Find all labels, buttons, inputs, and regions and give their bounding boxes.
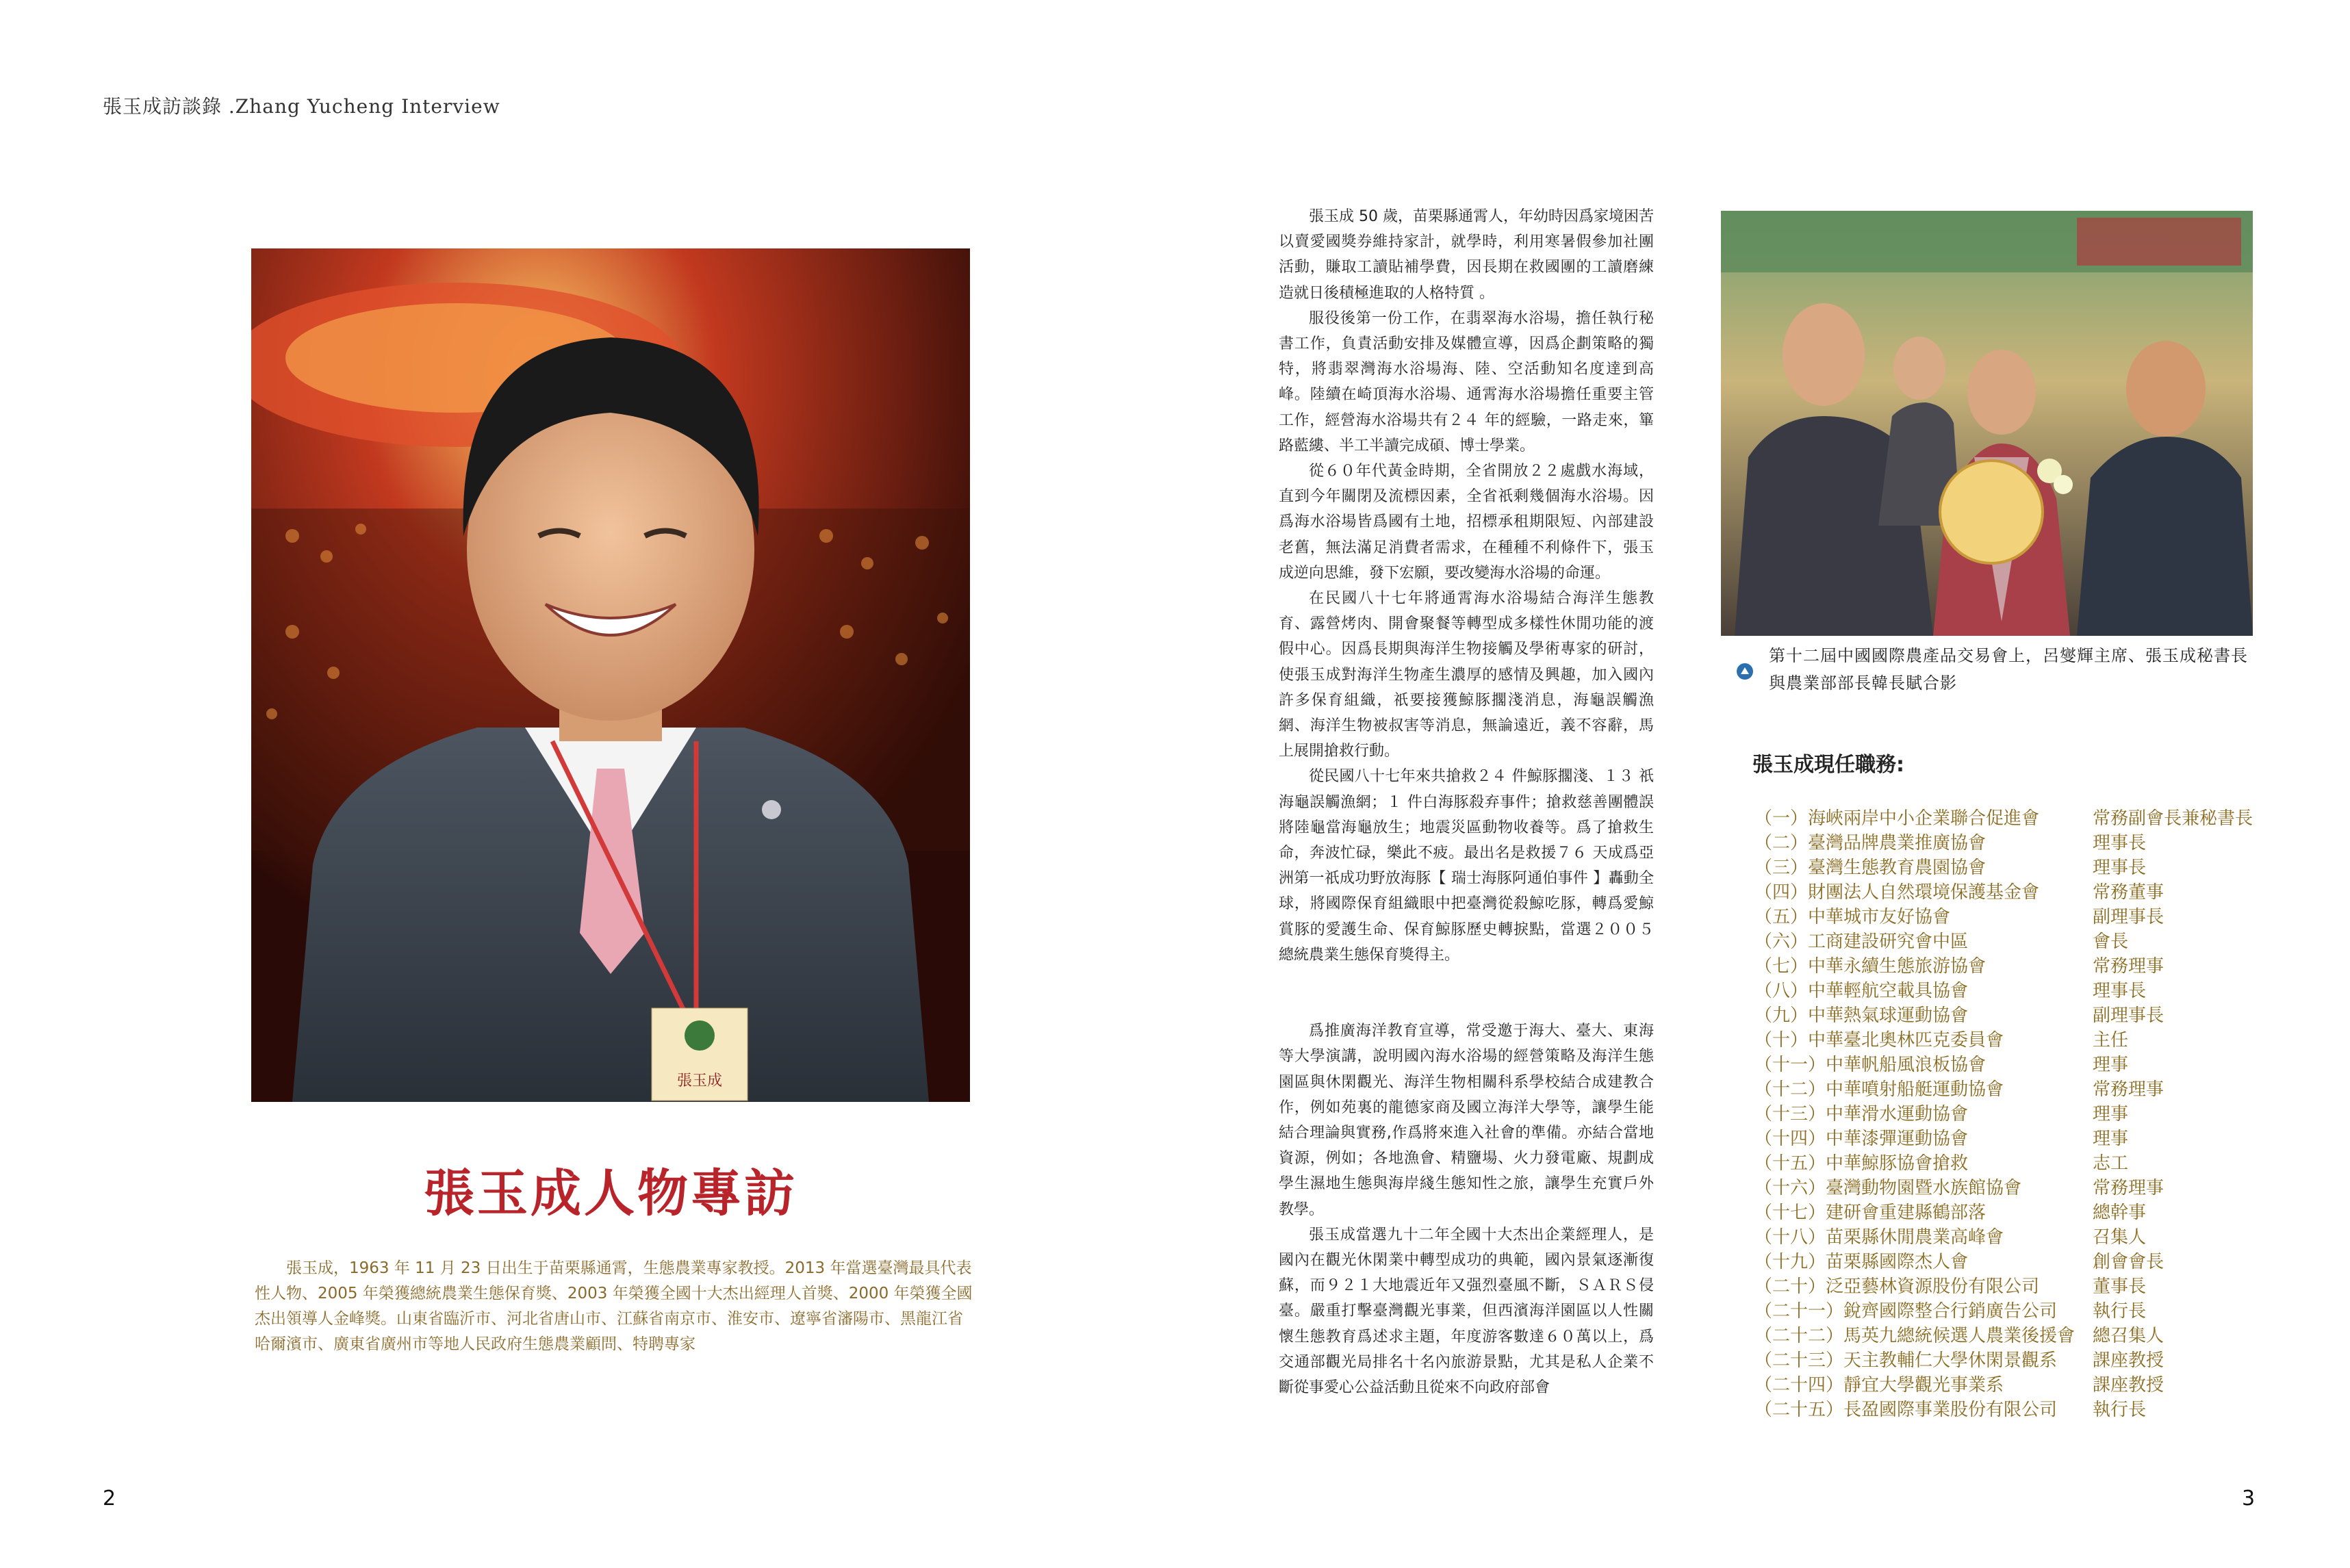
position-title: 理事長 (2093, 858, 2147, 878)
position-title: 志工 (2093, 1153, 2129, 1174)
position-org: （二）臺灣品牌農業推廣協會 (1754, 833, 1987, 853)
position-title: 常務董事 (2093, 882, 2164, 903)
article-paragraph: 張玉成當選九十二年全國十大杰出企業經理人，是國內在觀光休閑業中轉型成功的典範，國內景氣逐漸復蘇，而９２１大地震近年又强烈臺風不斷，ＳＡＲＳ侵臺。嚴重打擊臺灣觀光事業，但西濱海洋園區以人性關懷生態教育爲述求主題，年度游客數達６０萬以上，爲交通部觀光局排名十名內旅游景點，尤其是私人企業不斷從事愛心公益活動且從來不向政府部會 (1279, 1226, 1654, 1396)
position-org: （六）工商建設研究會中區 (1754, 931, 1969, 952)
article-paragraph: 從民國八十七年來共搶救２４ 件鯨豚擱淺、１３ 祇海龜誤觸漁網；１ 件白海豚殺弃事件；搶救慈善團體誤將陸龜當海龜放生；地震災區動物收養等。爲了搶救生命，奔波忙碌，樂此不疲。最出名是救援７６ 天成爲亞洲第一祇成功野放海豚【 瑞士海豚阿通伯事件 】轟動全球，將國際保育組織眼中把臺灣從殺鯨吃豚，轉爲愛鯨賞豚的愛護生命、保育鯨豚歷史轉捩點，當選２００５總統農業生態保育獎得主。 (1279, 768, 1654, 964)
position-org: （二十四）靜宜大學觀光事業系 (1754, 1375, 2004, 1396)
position-row (1754, 979, 2302, 1003)
position-row (1754, 1077, 2302, 1102)
position-row (1754, 954, 2302, 979)
position-row (1754, 1348, 2302, 1373)
position-title: 創會會長 (2093, 1252, 2164, 1272)
position-org: （十六）臺灣動物園暨水族館協會 (1754, 1178, 2022, 1198)
running-header: 張玉成訪談錄 .Zhang Yucheng Interview (103, 95, 500, 118)
position-title: 召集人 (2093, 1227, 2147, 1248)
position-row (1754, 1299, 2302, 1324)
position-title: 常務副會長兼秘書長 (2093, 808, 2253, 829)
position-row (1754, 1200, 2302, 1225)
position-title: 課座教授 (2093, 1350, 2164, 1371)
position-row (1754, 929, 2302, 954)
position-title: 副理事長 (2093, 907, 2164, 927)
page-number-left: 2 (103, 1487, 116, 1511)
position-title: 主任 (2093, 1030, 2129, 1051)
position-title: 會長 (2093, 931, 2129, 952)
position-row (1754, 831, 2302, 856)
position-title: 常務理事 (2093, 956, 2164, 977)
position-title: 執行長 (2093, 1301, 2147, 1322)
position-org: （三）臺灣生態教育農園協會 (1754, 858, 1987, 878)
position-title: 理事 (2093, 1055, 2129, 1075)
position-row (1754, 1250, 2302, 1274)
position-row (1754, 1151, 2302, 1176)
position-title: 理事長 (2093, 833, 2147, 853)
position-org: （十）中華臺北奧林匹克委員會 (1754, 1030, 2004, 1051)
position-title: 常務理事 (2093, 1079, 2164, 1100)
article-paragraph: 服役後第一份工作，在翡翠海水浴場，擔任執行秘書工作，負責活動安排及媒體宣導，因爲企劃策略的獨特，將翡翠灣海水浴場海、陸、空活動知名度達到高峰。陸續在崎頂海水浴場、通霄海水浴場擔任重要主管工作，經營海水浴場共有２４ 年的經驗，一路走來，篳路藍縷、半工半讀完成碩、博士學業。 (1279, 309, 1654, 454)
position-row (1754, 1324, 2302, 1348)
position-org: （二十一）銳齊國際整合行銷廣告公司 (1754, 1301, 2058, 1322)
position-org: （一）海峽兩岸中小企業聯合促進會 (1754, 808, 2040, 829)
position-row (1754, 1102, 2302, 1127)
position-row (1754, 1053, 2302, 1077)
position-org: （十二）中華噴射船艇運動協會 (1754, 1079, 2004, 1100)
position-title: 理事 (2093, 1104, 2129, 1124)
position-row (1754, 1127, 2302, 1151)
position-row (1754, 1274, 2302, 1299)
position-org: （七）中華永續生態旅游協會 (1754, 956, 1987, 977)
exhibition-photo (1721, 211, 2253, 636)
page-number-right: 3 (2242, 1487, 2256, 1511)
position-org: （二十二）馬英九總統候選人農業後援會 (1754, 1326, 2076, 1346)
position-row (1754, 1028, 2302, 1053)
portrait-photo (251, 248, 970, 1102)
position-org: （二十五）長盈國際事業股份有限公司 (1754, 1400, 2058, 1420)
badge-name: 張玉成 (676, 1072, 723, 1090)
position-title: 董事長 (2093, 1276, 2147, 1297)
photo-caption: 第十二屆中國國際農產品交易會上，呂燮輝主席、張玉成秘書長與農業部部長韓長賦合影 (1769, 646, 2248, 693)
position-row (1754, 1398, 2302, 1422)
caption-triangle-icon (1736, 663, 1754, 680)
position-org: （八）中華輕航空載具協會 (1754, 981, 1969, 1001)
position-row (1754, 856, 2302, 880)
position-org: （十八）苗栗縣休閒農業高峰會 (1754, 1227, 2004, 1248)
position-row (1754, 1003, 2302, 1028)
position-title: 執行長 (2093, 1400, 2147, 1420)
position-title: 理事 (2093, 1129, 2129, 1149)
positions-list (1754, 806, 2302, 1422)
position-row (1754, 1225, 2302, 1250)
main-title: 張玉成人物專訪 (424, 1164, 797, 1223)
positions-heading: 張玉成現任職務: (1752, 753, 1904, 777)
position-row (1754, 905, 2302, 929)
position-org: （十四）中華漆彈運動協會 (1754, 1129, 1969, 1149)
position-org: （十五）中華鯨豚協會搶救 (1754, 1153, 1969, 1174)
position-title: 總幹事 (2093, 1203, 2147, 1223)
position-row (1754, 1373, 2302, 1398)
position-title: 課座教授 (2093, 1375, 2164, 1396)
position-org: （四）財團法人自然環境保護基金會 (1754, 882, 2040, 903)
article-paragraph: 張玉成 50 歲，苗栗縣通霄人，年幼時因爲家境困苦以賣愛國獎券維持家計，就學時，利用寒暑假參加社團活動，賺取工讀貼補學費，因長期在救國團的工讀磨練造就日後積極進取的人格特質 。 (1279, 208, 1654, 302)
intro-paragraph: 張玉成，1963 年 11 月 23 日出生于苗栗縣通霄，生態農業專家教授。2013 年當選臺灣最具代表性人物、2005 年榮獲總統農業生態保育獎、2003 年榮獲全國十大杰出經理人首獎、2000 年榮獲全國杰出領導人金峰獎。山東省臨沂市、河北省唐山市、江蘇省南京市、淮安市、遼寧省瀋陽市、黑龍江省哈爾濱市、廣東省廣州市等地人民政府生態農業顧問、特聘專家 (255, 1259, 973, 1353)
article-paragraph: 從６０年代黃金時期，全省開放２２處戲水海域，直到今年關閉及流標因素，全省祇剩幾個海水浴場。因爲海水浴場皆爲國有土地，招標承租期限短、內部建設老舊，無法滿足消費者需求，在種種不利條件下，張玉成逆向思維，發下宏願，要改變海水浴場的命運。 (1279, 463, 1654, 582)
position-row (1754, 880, 2302, 905)
position-org: （九）中華熱氣球運動協會 (1754, 1005, 1969, 1026)
article-paragraph: 在民國八十七年將通霄海水浴場結合海洋生態教育、露營烤肉、開會聚餐等轉型成多樣性休閒功能的渡假中心。因爲長期與海洋生物接觸及學術專家的研討，使張玉成對海洋生物產生濃厚的感情及興趣，加入國內許多保育組織，祇要接獲鯨豚擱淺消息，海龜誤觸漁網、海洋生物被叔害等消息，無論遠近，義不容辭，馬上展開搶救行動。 (1279, 590, 1654, 760)
position-row (1754, 1176, 2302, 1200)
position-org: （十九）苗栗縣國際杰人會 (1754, 1252, 1969, 1272)
position-title: 理事長 (2093, 981, 2147, 1001)
position-org: （十七）建研會重建縣鶴部落 (1754, 1203, 1987, 1223)
position-title: 總召集人 (2093, 1326, 2164, 1346)
position-org: （二十三）天主教輔仁大學休閑景觀系 (1754, 1350, 2058, 1371)
article-body (1279, 204, 1654, 1400)
position-title: 常務理事 (2093, 1178, 2164, 1198)
position-org: （五）中華城市友好協會 (1754, 907, 1951, 927)
position-row (1754, 806, 2302, 831)
article-paragraph: 爲推廣海洋教育宣導，常受邀于海大、臺大、東海等大學演講，說明國內海水浴場的經營策略及海洋生態園區與休閑觀光、海洋生物相關科系學校結合成建教合作，例如苑裏的龍德家商及國立海洋大學等，讓學生能結合理論與實務,作爲將來進入社會的準備。亦結合當地資源，例如；各地漁會、精鹽場、火力發電廠、規劃成學生濕地生態與海岸綫生態知性之旅，讓學生充實戶外教學。 (1279, 1023, 1654, 1218)
position-org: （十一）中華帆船風浪板協會 (1754, 1055, 1987, 1075)
position-title: 副理事長 (2093, 1005, 2164, 1026)
position-org: （二十）泛亞藝林資源股份有限公司 (1754, 1276, 2040, 1297)
position-org: （十三）中華滑水運動協會 (1754, 1104, 1969, 1124)
